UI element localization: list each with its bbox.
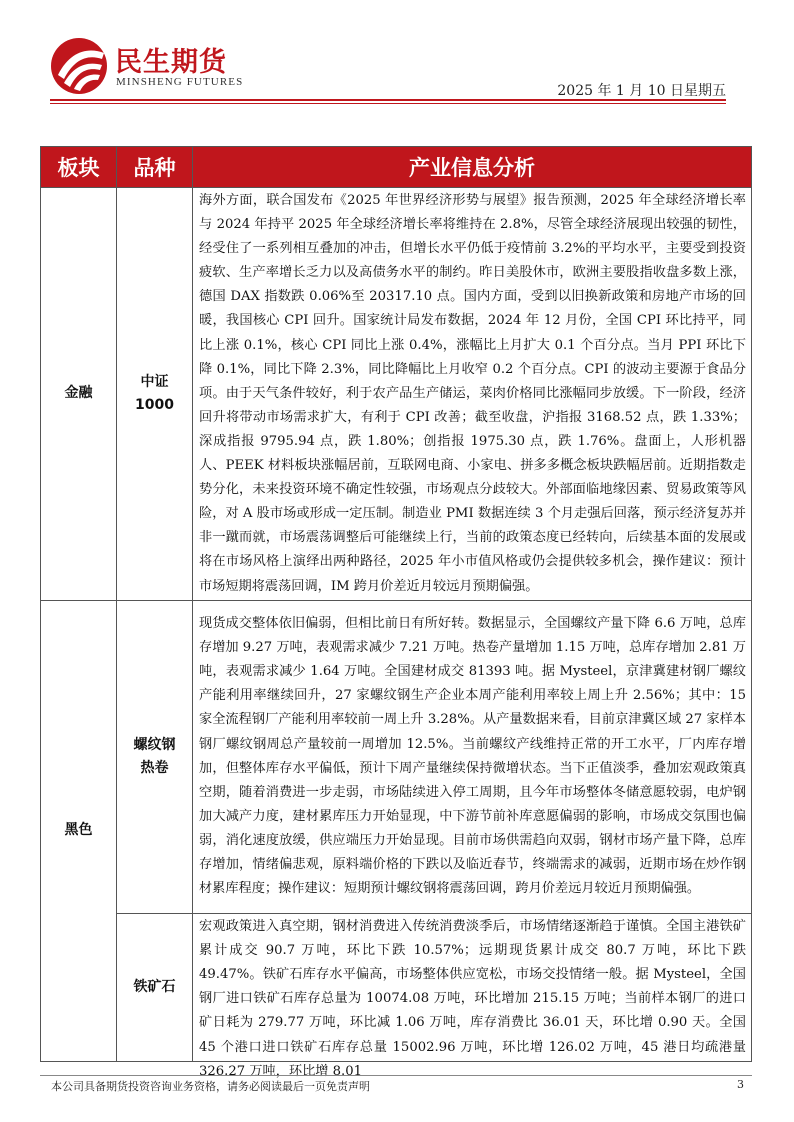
header-divider-thin — [50, 103, 726, 104]
brand-name-en: MINSHENG FUTURES — [116, 76, 244, 88]
column-header-analysis: 产业信息分析 — [193, 147, 752, 188]
table-row — [41, 188, 752, 601]
footer-divider — [40, 1075, 752, 1076]
analysis-text: 宏观政策进入真空期，钢材消费进入传统消费淡季后，市场情绪逐渐趋于谨慎。全国主港铁矿累计成交 90.7 万吨，环比下跌 10.57%；远期现货累计成交 80.7 万吨，环比下跌 49.47%。铁矿石库存水平偏高，市场整体供应宽松，市场交投情绪一般。据 Mysteel，全国钢厂进口铁矿石库存总量为 10074.08 万吨，环比增加 215.15 万吨；当前样本钢厂的进口矿日耗为 279.77 万吨，环比减 1.06 万吨，库存消费比 36.01 天，环比增 0.90 天。全国 45 个港口进口铁矿石库存总量 15002.96 万吨，环比增 126.02 万吨，45 港日均疏港量 326.27 万吨，环比增 8.01 — [199, 919, 746, 1079]
variety-cell: 铁矿石 — [117, 913, 193, 1061]
table-row — [41, 913, 752, 1061]
header-divider — [50, 99, 726, 101]
column-header-variety: 品种 — [117, 147, 193, 188]
column-header-sector: 板块 — [41, 147, 117, 188]
analysis-cell: 现货成交整体依旧偏弱，但相比前日有所好转。数据显示，全国螺纹产量下降 6.6 万吨，总库存增加 9.27 万吨，表观需求减少 7.21 万吨。热卷产量增加 1.15 万吨，总库存增加 2.81 万吨，表观需求减少 1.64 万吨。全国建材成交 81393 吨。据 Mysteel，京津冀建材钢厂螺纹产能利用率继续回升，27 家螺纹钢生产企业本周产能利用率较上周上升 2.56%；其中：15 家全流程钢厂产能利用率较前一周上升 3.28%。从产量数据来看，目前京津冀区域 27 家样本钢厂螺纹钢周总产量较前一周增加 12.5%。当前螺纹产线维持正常的开工水平，厂内库存增加，但整体库存水平偏低，预计下周产量继续保持微增状态。当下正值淡季，叠加宏观政策真空期，随着消费进一步走弱，市场陆续进入停工周期，且今年市场整体冬储意愿较弱，电炉钢加大减产力度，建材累库压力开始显现，中下游节前补库意愿偏弱的影响，市场成交氛围也偏弱，消化速度放缓，供应端压力开始显现。目前市场供需趋向双弱，钢材市场产量下降，总库存增加，情绪偏悲观，原料端价格的下跌以及临近春节，终端需求的减弱，近期市场在炒作钢材累库程度；操作建议：短期预计螺纹钢将震荡回调，跨月价差远月较近月预期偏强。 — [193, 600, 752, 913]
variety-cell — [117, 600, 193, 913]
variety-label: 中证 1000 — [135, 373, 174, 413]
report-date: 2025 年 1 月 10 日星期五 — [557, 83, 726, 99]
table-header-row — [41, 147, 752, 188]
footer-disclaimer: 本公司具备期货投资咨询业务资格，请务必阅读最后一页免责声明 — [51, 1080, 370, 1093]
variety-label: 螺纹钢 热卷 — [133, 736, 176, 776]
industry-analysis-table — [40, 146, 752, 1079]
sector-cell: 黑色 — [41, 600, 117, 1061]
minsheng-logo-icon — [50, 37, 108, 95]
page-number: 3 — [737, 1078, 744, 1091]
table-row — [41, 600, 752, 913]
analysis-cell: 海外方面，联合国发布《2025 年世界经济形势与展望》报告预测，2025 年全球经济增长率与 2024 年持平 2025 年全球经济增长率将维持在 2.8%，尽管全球经济展现出较强的韧性，经受住了一系列相互叠加的冲击，但增长水平仍低于疫情前 3.2%的平均水平，主要受到投资疲软、生产率增长乏力以及高债务水平的制约。昨日美股休市，欧洲主要股指收盘多数上涨，德国 DAX 指数跌 0.06%至 20317.10 点。国内方面，受到以旧换新政策和房地产市场的回暖，我国核心 CPI 回升。国家统计局发布数据，2024 年 12 月份，全国 CPI 环比持平，同比上涨 0.1%，核心 CPI 同比上涨 0.4%，涨幅比上月扩大 0.1 个百分点。当月 PPI 环比下降 0.1%，同比下降 2.3%，同比降幅比上月收窄 0.2 个百分点。CPI 的波动主要源于食品分项。由于天气条件较好，利于农产品生产储运，菜肉价格同比涨幅同步放缓。下一阶段，经济回升将带动市场需求扩大，有利于 CPI 改善；截至收盘，沪指报 3168.52 点，跌 1.33%；深成指报 9795.94 点，跌 1.80%；创指报 1975.30 点，跌 1.76%。盘面上，人形机器人、PEEK 材料板块涨幅居前，互联网电商、小家电、拼多多概念板块跌幅居前。近期指数走势分化，未来投资环境不确定性较强，市场观点分歧较大。外部面临地缘因素、贸易政策等风险，对 A 股市场或形成一定压制。制造业 PMI 数据连续 3 个月走强后回落，预示经济复苏并非一蹴而就，市场震荡调整后可能继续上行，当前的政策态度已经转向，后续基本面的发展或将在市场风格上演绎出两种路径，2025 年小市值风格或仍会提供较多机会，操作建议：预计市场短期将震荡回调，IM 跨月价差近月较远月预期偏强。 — [193, 188, 752, 601]
analysis-cell — [193, 913, 752, 1079]
brand-name-cn: 民生期货 — [115, 47, 227, 78]
sector-cell: 金融 — [41, 188, 117, 601]
variety-cell — [117, 188, 193, 601]
